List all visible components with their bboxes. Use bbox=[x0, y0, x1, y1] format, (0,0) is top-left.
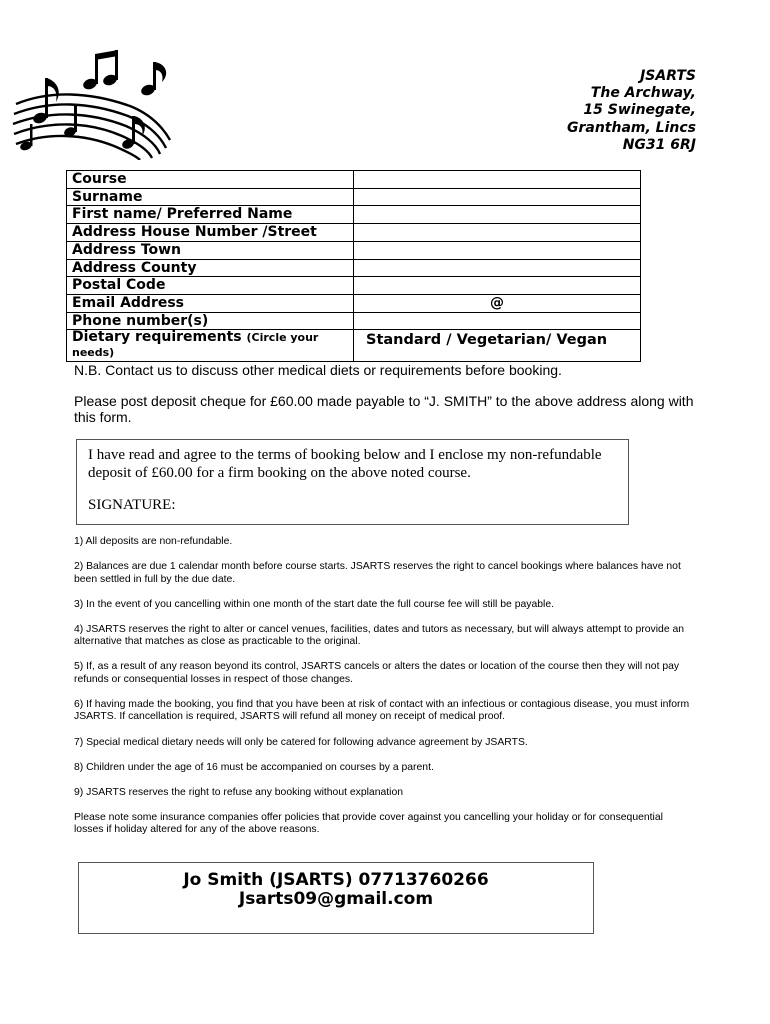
form-row-county bbox=[67, 259, 641, 277]
form-row-postcode bbox=[67, 277, 641, 295]
term-item: 1) All deposits are non-refundable. bbox=[74, 536, 233, 547]
agreement-text: I have read and agree to the terms of booking below and I enclose my non-refundable deposit of £60.00 for a firm booking on the above noted course. bbox=[88, 447, 602, 481]
county-field[interactable] bbox=[354, 259, 641, 277]
contact-email: Jsarts09@gmail.com bbox=[238, 889, 434, 909]
address-line-1: The Archway, bbox=[590, 85, 696, 102]
term-item: 7) Special medical dietary needs will only be catered for following advance agreement by JSARTS. bbox=[74, 736, 528, 748]
address-postcode: NG31 6RJ bbox=[622, 136, 696, 153]
term-item: 2) Balances are due 1 calendar month before course starts. JSARTS reserves the right to cancel bookings where balances have not been settled in full by the due date. bbox=[74, 561, 681, 585]
address-line-3: Grantham, Lincs bbox=[566, 119, 696, 136]
email-field[interactable]: @ bbox=[354, 294, 641, 312]
course-field[interactable] bbox=[354, 171, 641, 189]
form-label: Email Address bbox=[67, 294, 354, 312]
form-row-diet bbox=[67, 330, 641, 362]
term-item: 5) If, as a result of any reason beyond its control, JSARTS cancels or alters the dates or location of the course then they will not pay refunds or consequential losses in respect of those changes. bbox=[74, 661, 680, 685]
diet-label-cell bbox=[67, 330, 354, 362]
form-label: Address Town bbox=[67, 241, 354, 259]
phone-field[interactable] bbox=[354, 312, 641, 330]
diet-label-hint: (Circle your needs) bbox=[72, 331, 319, 360]
street-field[interactable] bbox=[354, 224, 641, 242]
term-item: 8) Children under the age of 16 must be accompanied on courses by a parent. bbox=[74, 761, 434, 773]
form-label: Phone number(s) bbox=[67, 312, 354, 330]
form-label: Surname bbox=[67, 188, 354, 206]
organisation-address bbox=[436, 68, 696, 154]
town-field[interactable] bbox=[354, 241, 641, 259]
form-row-course bbox=[67, 171, 641, 189]
agreement-box bbox=[76, 439, 629, 525]
signature-label: SIGNATURE: bbox=[88, 497, 176, 513]
form-row-street bbox=[67, 224, 641, 242]
contact-box bbox=[78, 862, 594, 934]
contact-name-phone: Jo Smith (JSARTS) 07713760266 bbox=[183, 870, 489, 890]
term-item: 3) In the event of you cancelling within one month of the start date the full course fee will still be payable. bbox=[74, 598, 554, 610]
music-notes-icon bbox=[10, 48, 175, 160]
org-name: JSARTS bbox=[640, 68, 696, 84]
diet-options-field[interactable]: Standard / Vegetarian/ Vegan bbox=[354, 330, 641, 362]
form-row-phone bbox=[67, 312, 641, 330]
medical-diet-note: N.B. Contact us to discuss other medical diets or requirements before booking. bbox=[74, 362, 562, 378]
form-row-town bbox=[67, 241, 641, 259]
term-item: 6) If having made the booking, you find that you have been at risk of contact with an infectious or contagious disease, you must inform JSARTS. If cancellation is required, JSARTS will refund all money on receipt of medical proof. bbox=[74, 698, 690, 723]
term-item: 9) JSARTS reserves the right to refuse any booking without explanation bbox=[74, 786, 404, 798]
deposit-instructions: Please post deposit cheque for £60.00 made payable to “J. SMITH” to the above address along with this form. bbox=[74, 393, 694, 425]
surname-field[interactable] bbox=[354, 188, 641, 206]
terms-list bbox=[74, 536, 694, 849]
form-label: Postal Code bbox=[67, 277, 354, 295]
form-row-email bbox=[67, 294, 641, 312]
form-label: First name/ Preferred Name bbox=[67, 206, 354, 224]
form-row-first-name bbox=[67, 206, 641, 224]
form-row-surname bbox=[67, 188, 641, 206]
term-item: 4) JSARTS reserves the right to alter or cancel venues, facilities, dates and tutors as necessary, but will always attempt to provide an alternative that matches as close as practicable to the original. bbox=[74, 623, 685, 648]
first-name-field[interactable] bbox=[354, 206, 641, 224]
address-line-2: 15 Swinegate, bbox=[583, 102, 696, 119]
booking-form-table bbox=[66, 170, 641, 362]
form-label: Course bbox=[67, 171, 354, 189]
form-label: Address House Number /Street bbox=[67, 224, 354, 242]
postcode-field[interactable] bbox=[354, 277, 641, 295]
form-label: Address County bbox=[67, 259, 354, 277]
diet-label: Dietary requirements bbox=[72, 329, 242, 346]
insurance-note: Please note some insurance companies offer policies that provide cover against you cancelling your holiday or for consequential losses if holiday altered for any of the above reasons. bbox=[74, 811, 663, 836]
